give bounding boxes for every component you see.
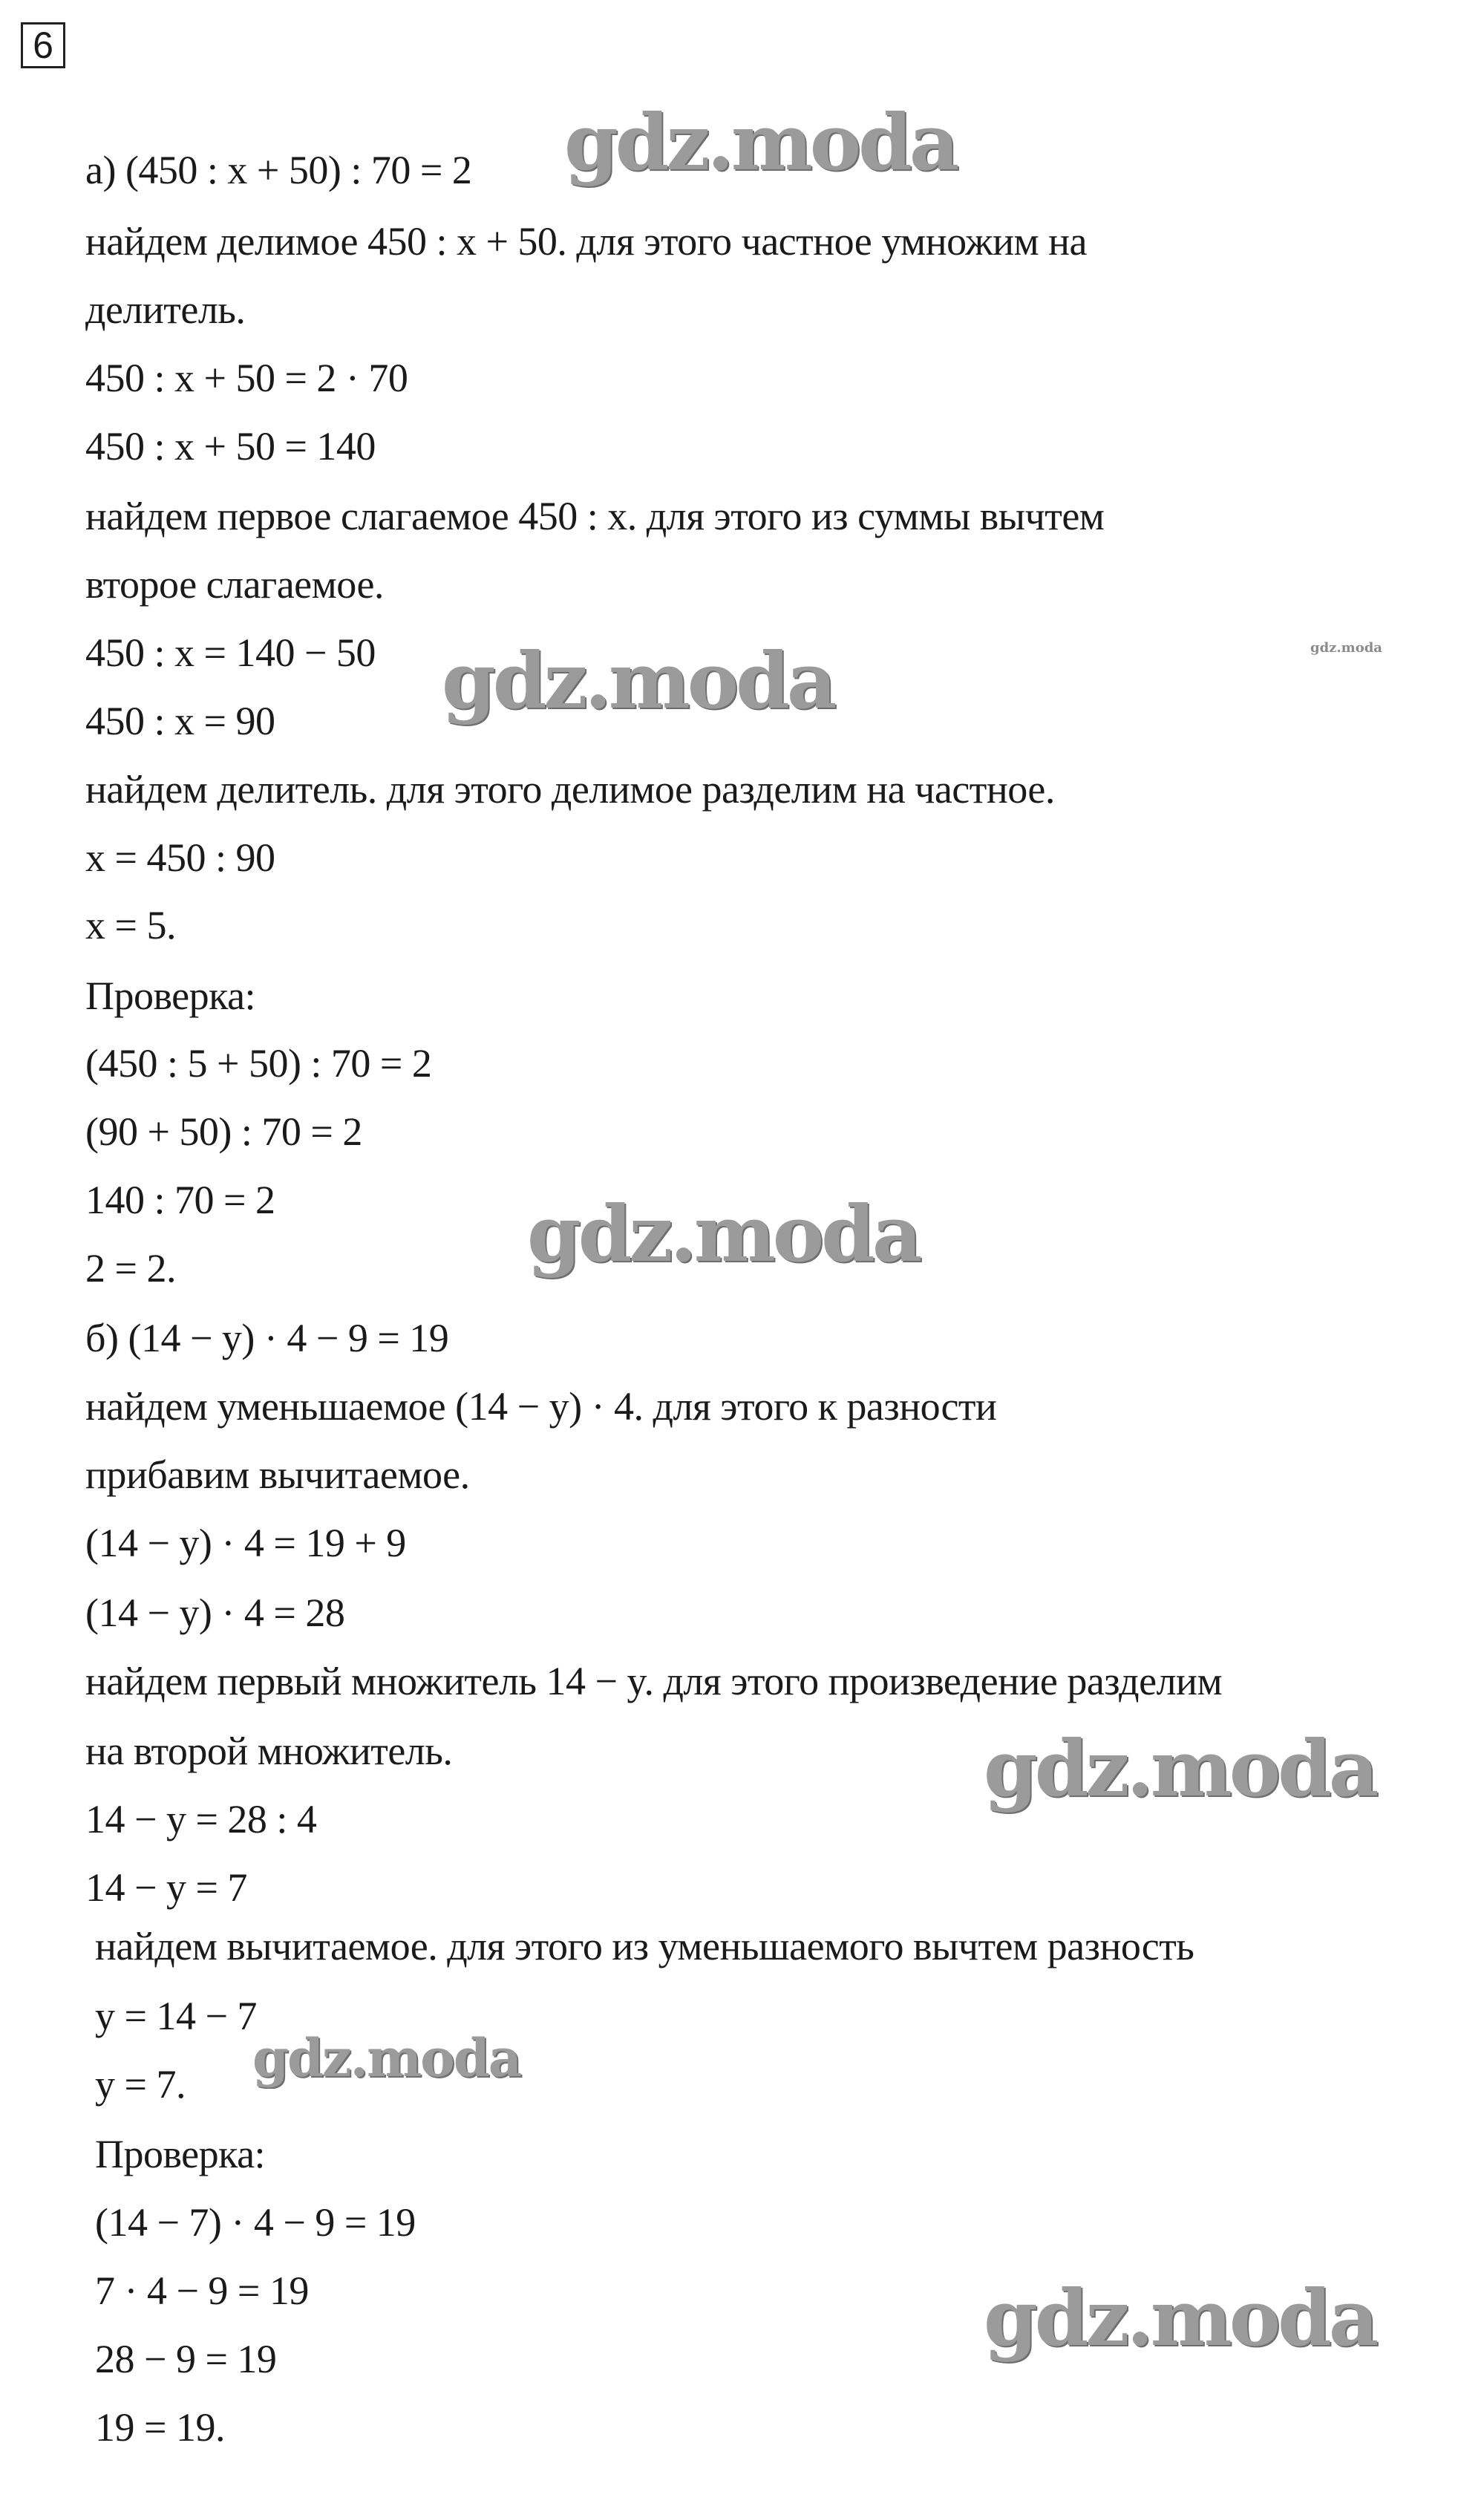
text-line: найдем делимое 450 : x + 50. для этого частное умножим на — [85, 218, 1088, 264]
text-line: (90 + 50) : 70 = 2 — [85, 1109, 362, 1155]
text-line: (14 − 7) · 4 − 9 = 19 — [95, 2200, 416, 2245]
text-line: y = 7. — [95, 2062, 186, 2107]
text-line: x = 5. — [85, 903, 176, 948]
watermark: gdz.moda — [442, 635, 834, 726]
text-line: Проверка: — [95, 2132, 266, 2177]
text-line: 450 : x + 50 = 140 — [85, 423, 376, 469]
watermark: gdz.moda — [984, 2272, 1376, 2363]
text-line: 2 = 2. — [85, 1246, 176, 1291]
text-line: (14 − y) · 4 = 28 — [85, 1591, 345, 1636]
watermark: gdz.moda — [984, 1723, 1376, 1814]
text-line: делитель. — [85, 287, 246, 332]
watermark: gdz.moda — [252, 2027, 521, 2089]
text-line: прибавим вычитаемое. — [85, 1452, 470, 1498]
text-line: на второй множитель. — [85, 1729, 453, 1774]
watermark: gdz.moda — [527, 1188, 920, 1279]
text-line: Проверка: — [85, 973, 256, 1018]
text-line: 450 : x = 90 — [85, 698, 275, 743]
text-line: найдем первый множитель 14 − y. для этого произведение разделим — [85, 1659, 1223, 1704]
text-line: 7 · 4 − 9 = 19 — [95, 2268, 309, 2314]
text-line: 19 = 19. — [95, 2405, 225, 2450]
text-line: 14 − y = 28 : 4 — [85, 1797, 317, 1842]
text-line: б) (14 − y) · 4 − 9 = 19 — [85, 1316, 449, 1361]
text-line: 28 − 9 = 19 — [95, 2337, 277, 2382]
text-line: второе слагаемое. — [85, 561, 384, 607]
text-line: найдем первое слагаемое 450 : x. для этого из суммы вычтем — [85, 493, 1105, 538]
text-line: y = 14 − 7 — [95, 1994, 257, 2039]
text-line: 14 − y = 7 — [85, 1865, 247, 1911]
text-line: найдем уменьшаемое (14 − y) · 4. для этого к разности — [85, 1384, 997, 1429]
text-line: а) (450 : x + 50) : 70 = 2 — [85, 147, 472, 192]
text-line: (450 : 5 + 50) : 70 = 2 — [85, 1041, 432, 1086]
text-line: 450 : x + 50 = 2 · 70 — [85, 355, 408, 400]
text-line: 450 : x = 140 − 50 — [85, 630, 376, 675]
text-line: (14 − y) · 4 = 19 + 9 — [85, 1521, 406, 1566]
watermark: gdz.moda — [1310, 640, 1382, 656]
text-line: найдем вычитаемое. для этого из уменьшаемого вычтем разность — [95, 1924, 1194, 1969]
task-number: 6 — [21, 22, 65, 68]
text-line: найдем делитель. для этого делимое разделим на частное. — [85, 766, 1055, 812]
watermark: gdz.moda — [564, 97, 957, 188]
text-line: x = 450 : 90 — [85, 835, 275, 880]
text-line: 140 : 70 = 2 — [85, 1178, 275, 1223]
